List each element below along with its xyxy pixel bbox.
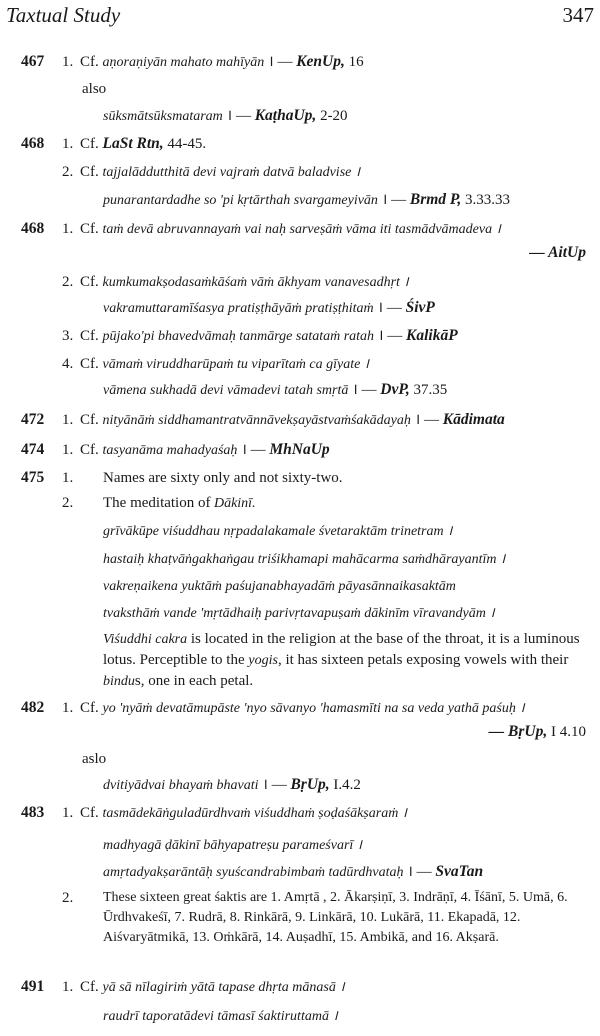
- note-subnumber: 2.: [62, 495, 74, 511]
- note-content: [80, 162, 360, 183]
- note-text: The meditation of: [103, 495, 211, 511]
- note-content: [103, 775, 361, 796]
- note-content: [80, 440, 330, 461]
- danda-separator: । —: [258, 777, 291, 793]
- cf-label: Cf.: [80, 328, 103, 344]
- source-reference: DvP,: [380, 381, 410, 398]
- note-content: [103, 862, 483, 883]
- page-header-title: Taxtual Study: [6, 3, 121, 27]
- note-content: [103, 493, 256, 514]
- sanskrit-text: madhyagā ḍākinī bāhyapatreṣu parameśvarī ।: [103, 838, 363, 853]
- note-text: is located in the religion at the base of the throat, it is a luminous lotus. Perceptible to the: [103, 631, 580, 668]
- sanskrit-text: vāmena sukhadā devi vāmadevi tatah smṛtā: [103, 383, 349, 398]
- source-reference: ŚivP: [405, 299, 435, 316]
- note-paragraph: [103, 629, 591, 692]
- sanskrit-text: vāmaṁ viruddharūpaṁ tu viparītaṁ ca gīyate ।: [102, 357, 370, 372]
- note-line: [0, 1006, 600, 1028]
- sanskrit-text: yā sā nīlagiriṁ yātā tapase dhṛta mānasā ।: [102, 980, 345, 995]
- note-number: 482: [21, 699, 45, 716]
- note-content: [103, 549, 505, 570]
- right-aligned-reference: [529, 243, 586, 263]
- verse-line: vakreṇaikena yuktāṁ paśujanabhayadāṁ pāyasānnaikasaktām: [103, 579, 456, 594]
- danda-separator: । —: [403, 864, 436, 880]
- note-line: [0, 749, 600, 771]
- note-number: 474: [21, 441, 45, 458]
- note-number: 472: [21, 411, 45, 428]
- note-line: [0, 493, 600, 515]
- source-location: I.4.2: [329, 777, 361, 793]
- source-location: 2-20: [316, 108, 348, 124]
- note-line: [0, 835, 600, 857]
- note-italic-text: Dākinī.: [210, 496, 256, 511]
- sanskrit-text: yo 'nyāṁ devatāmupāste 'nyo sāvanyo 'hamasmīti na sa veda yathā paśuḥ ।: [102, 701, 525, 716]
- note-content: [103, 106, 348, 127]
- note-content: [103, 521, 452, 542]
- note-line: [0, 134, 600, 156]
- cf-label: Cf.: [80, 979, 103, 995]
- note-line: [0, 79, 600, 101]
- cf-label: Cf.: [80, 805, 103, 821]
- verse-line: grīvākūpe viśuddhau nṛpadalakamale śvetaraktām trinetram ।: [103, 524, 453, 539]
- sanskrit-text: dvitiyādvai bhayaṁ bhavati: [103, 778, 259, 793]
- note-subnumber: 2.: [62, 890, 74, 906]
- note-content: [80, 326, 458, 347]
- note-content: [103, 380, 447, 401]
- note-subnumber: 1.: [62, 805, 74, 821]
- sanskrit-text: nityānāṁ siddhamantratvānnāvekṣayāstvaṁśakādayaḥ: [102, 413, 411, 428]
- danda-separator: । —: [410, 412, 443, 428]
- sanskrit-text: tasmādekāṅguladūrdhvaṁ viśuddhaṁ ṣoḍaśākṣaraṁ ।: [102, 806, 408, 821]
- note-line: [0, 106, 600, 128]
- note-line: [0, 162, 600, 184]
- cf-label: Cf.: [80, 442, 103, 458]
- note-subnumber: 3.: [62, 328, 74, 344]
- source-reference: MhNaUp: [269, 441, 330, 458]
- note-text: s, one in each petal.: [134, 673, 254, 689]
- note-content: [80, 698, 525, 719]
- sanskrit-text: vakramuttaramīśasya pratiṣṭhāyāṁ pratiṣṭhitaṁ: [103, 301, 374, 316]
- cf-label: Cf.: [80, 700, 103, 716]
- note-content: [80, 219, 501, 240]
- source-location: I 4.10: [547, 724, 586, 740]
- note-line: [0, 576, 600, 598]
- note-number: 468: [21, 220, 45, 237]
- cf-label: Cf.: [80, 356, 103, 372]
- note-subnumber: 2.: [62, 164, 74, 180]
- note-content: [103, 835, 362, 856]
- note-number: 467: [21, 53, 45, 70]
- note-content: [103, 190, 510, 211]
- danda-separator: । —: [377, 192, 410, 208]
- source-reference: KenUp,: [296, 53, 345, 70]
- cf-label: Cf.: [80, 54, 103, 70]
- note-line: [0, 468, 600, 490]
- source-location: 37.35: [409, 382, 448, 398]
- note-line: [0, 603, 600, 625]
- note-line: [0, 722, 600, 744]
- note-subnumber: 1.: [62, 221, 74, 237]
- note-paragraph: These sixteen great śaktis are 1. Amṛtā , 2. Ākarṣiṇī, 3. Indrāṇī, 4. Īśānī, 5. Umā, 6. Ūrdhvakeśī, 7. Rudrā, 8. Rinkārā, 9. Linkārā, 10. Lukārā, 11. Ekapadā, 12. Aiśvaryātmikā, 13. Oṁkārā, 14. Auṣadhī, 15. Ambikā, and 16. Akṣarā.: [103, 890, 568, 945]
- note-content: [80, 410, 505, 431]
- sanskrit-text: tasyanāma mahadyaśaḥ: [102, 443, 238, 458]
- note-number: 468: [21, 135, 45, 152]
- source-reference: — BṛUp,: [488, 723, 548, 740]
- source-reference: KalikāP: [406, 327, 458, 344]
- note-content: [80, 134, 206, 154]
- sanskrit-text: sūksmātsūksmataram: [103, 109, 223, 124]
- source-reference: Kādimata: [442, 411, 505, 428]
- note-number: 475: [21, 469, 45, 486]
- note-line: [0, 298, 600, 320]
- note-subnumber: 1.: [62, 136, 74, 152]
- note-line: [0, 380, 600, 402]
- danda-separator: । —: [264, 54, 297, 70]
- sanskrit-text: amṛtadyakṣarāntāḥ syuścandrabimbaṁ tadūrdhvataḥ: [103, 865, 404, 880]
- note-subnumber: 1.: [62, 412, 74, 428]
- cf-label: Cf.: [80, 136, 103, 152]
- sanskrit-text: raudrī taporatādevi tāmasī śaktiruttamā ।: [103, 1009, 338, 1024]
- note-content: [80, 354, 369, 375]
- note-subnumber: 1.: [62, 470, 74, 486]
- note-line: [0, 243, 600, 265]
- source-reference: KaṭhaUp,: [254, 107, 317, 124]
- cf-label: Cf.: [80, 412, 103, 428]
- note-line: [0, 190, 600, 212]
- note-content: [103, 468, 343, 488]
- note-text: Names are sixty only and not sixty-two.: [103, 470, 343, 486]
- note-line: [0, 862, 600, 884]
- sanskrit-text: punarantardadhe so 'pi kṛtārthah svargameyivān: [103, 193, 378, 208]
- source-reference: LaSt Rtn,: [102, 135, 164, 152]
- sanskrit-text: kumkumakṣodasaṁkāśaṁ vāṁ ākhyam vanavesadhṛt ।: [102, 275, 409, 290]
- cf-label: Cf.: [80, 164, 103, 180]
- source-location: 44-45.: [163, 136, 207, 152]
- note-subnumber: 4.: [62, 356, 74, 372]
- note-italic-text: Viśuddhi cakra: [103, 632, 188, 647]
- note-line: [0, 354, 600, 376]
- note-content: [80, 803, 407, 824]
- note-number: 483: [21, 804, 45, 821]
- danda-separator: । —: [373, 300, 406, 316]
- note-subnumber: 1.: [62, 979, 74, 995]
- danda-separator: । —: [222, 108, 255, 124]
- right-aligned-reference: [489, 722, 586, 742]
- note-content: [80, 272, 409, 293]
- note-line: [0, 410, 600, 432]
- page-number: 347: [562, 3, 594, 27]
- note-text: aslo: [82, 751, 107, 767]
- source-reference: Brmd P,: [409, 191, 462, 208]
- note-subnumber: 2.: [62, 274, 74, 290]
- note-italic-text: bindu: [103, 674, 135, 689]
- cf-label: Cf.: [80, 274, 103, 290]
- source-location: 16: [344, 54, 364, 70]
- verse-line: tvaksthāṁ vande 'mṛtādhaiḥ parivṛtavapuṣaṁ dākinīm vīravandyām ।: [103, 606, 495, 621]
- note-subnumber: 1.: [62, 700, 74, 716]
- danda-separator: । —: [348, 382, 381, 398]
- note-line: [0, 977, 600, 999]
- note-line: [0, 272, 600, 294]
- note-content: [103, 1006, 338, 1027]
- source-reference: BṛUp,: [290, 776, 330, 793]
- sanskrit-text: taṁ devā abruvannayaṁ vai naḥ sarveṣāṁ vāma iti tasmādvāmadeva ।: [102, 222, 501, 237]
- note-text: also: [82, 81, 107, 97]
- note-line: [0, 52, 600, 74]
- note-line: [0, 775, 600, 797]
- verse-line: hastaiḥ khaṭvāṅgakhaṅgau triśikhamapi mahācarma saṁdhārayantīm ।: [103, 552, 506, 567]
- note-italic-text: yogis: [248, 653, 278, 668]
- note-content: [80, 977, 345, 998]
- note-content: [103, 603, 495, 624]
- danda-separator: । —: [374, 328, 406, 344]
- sanskrit-text: aṇoraṇiyān mahato mahīyān: [102, 55, 265, 70]
- source-location: 3.33.33: [461, 192, 511, 208]
- source-reference: SvaTan: [435, 863, 484, 880]
- note-line: [0, 521, 600, 543]
- sanskrit-text: tajjalāddutthitā devi vajraṁ datvā baladvise ।: [102, 165, 361, 180]
- danda-separator: । —: [237, 442, 270, 458]
- note-line: [0, 549, 600, 571]
- note-text: , it has sixteen petals exposing vowels with their: [277, 652, 569, 668]
- note-line: [0, 698, 600, 720]
- sanskrit-text: pūjako'pi bhavedvāmaḥ tanmārge satataṁ ratah: [102, 329, 375, 344]
- note-line: [0, 440, 600, 462]
- note-subnumber: 1.: [62, 54, 74, 70]
- note-line: [0, 219, 600, 241]
- cf-label: Cf.: [80, 221, 103, 237]
- source-reference: — AitUp: [529, 244, 586, 261]
- note-content: [103, 298, 435, 319]
- note-line: [0, 326, 600, 348]
- note-content: [103, 576, 456, 597]
- note-number: 491: [21, 978, 45, 995]
- note-line: [0, 803, 600, 825]
- note-content: [80, 52, 364, 73]
- note-subnumber: 1.: [62, 442, 74, 458]
